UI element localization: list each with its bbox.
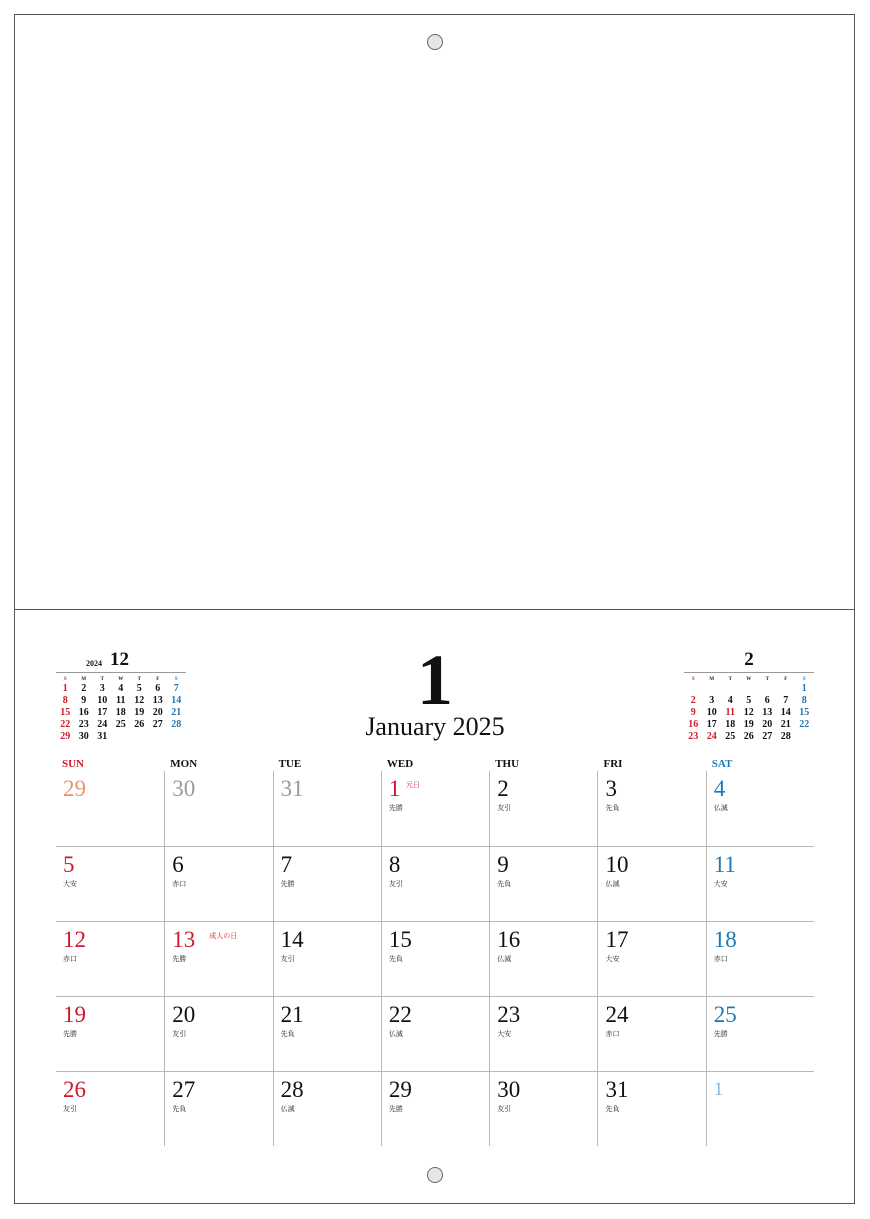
mini-day bbox=[112, 731, 131, 743]
day-cell bbox=[489, 846, 597, 921]
mini-calendar-next bbox=[684, 650, 814, 743]
day-number: 4 bbox=[713, 776, 726, 801]
mini-day: 4 bbox=[118, 683, 124, 694]
rokuyo-label: 仏滅 bbox=[713, 804, 728, 812]
weekday-header-mon: MON bbox=[170, 758, 198, 770]
day-cell bbox=[706, 846, 814, 921]
mini-day: 1 bbox=[62, 683, 68, 694]
day-number: 26 bbox=[63, 1077, 86, 1102]
hanging-hole-bottom bbox=[427, 1167, 443, 1183]
mini-day: 2 bbox=[690, 695, 696, 706]
rokuyo-label: 友引 bbox=[497, 1105, 512, 1113]
day-cell bbox=[706, 996, 814, 1071]
rokuyo-label: 大安 bbox=[497, 1030, 512, 1038]
hanging-hole-top bbox=[427, 34, 443, 50]
mini-weekday-label: F bbox=[156, 677, 160, 682]
rokuyo-label: 先負 bbox=[172, 1105, 187, 1113]
mini-day: 10 bbox=[706, 707, 717, 718]
mini-weekday-label: S bbox=[174, 677, 178, 682]
mini-day: 24 bbox=[706, 731, 717, 742]
mini-day bbox=[777, 683, 796, 695]
mini-calendar-prev-weekdays bbox=[56, 676, 186, 683]
rokuyo-label: 仏滅 bbox=[605, 880, 620, 888]
day-number: 17 bbox=[605, 927, 629, 952]
mini-day: 17 bbox=[97, 707, 108, 718]
day-number: 5 bbox=[63, 852, 75, 877]
day-number: 13 bbox=[172, 927, 196, 952]
mini-day: 6 bbox=[764, 695, 770, 706]
day-cell bbox=[56, 996, 164, 1071]
rokuyo-label: 先勝 bbox=[63, 1030, 77, 1038]
day-cell bbox=[273, 846, 381, 921]
day-cell bbox=[489, 921, 597, 996]
mini-day: 8 bbox=[801, 695, 807, 706]
rokuyo-label: 赤口 bbox=[605, 1030, 620, 1038]
day-number: 31 bbox=[280, 776, 304, 801]
mini-day bbox=[758, 683, 777, 695]
mini-calendar-prev-year: 2024 bbox=[86, 659, 102, 668]
day-number: 1 bbox=[388, 776, 401, 801]
rokuyo-label: 友引 bbox=[280, 955, 295, 963]
month-title: January 2025 bbox=[365, 712, 505, 741]
mini-day: 22 bbox=[60, 719, 71, 730]
day-cell bbox=[164, 996, 272, 1071]
mini-weekday-label: T bbox=[728, 677, 732, 682]
day-number: 7 bbox=[280, 852, 293, 877]
mini-day: 12 bbox=[134, 695, 145, 706]
mini-day: 9 bbox=[81, 695, 87, 706]
mini-day: 24 bbox=[97, 719, 108, 730]
mini-day: 9 bbox=[690, 707, 696, 718]
fold-line bbox=[14, 609, 855, 610]
mini-day: 23 bbox=[78, 719, 89, 730]
day-cell bbox=[706, 1071, 814, 1146]
mini-weekday-label: W bbox=[746, 677, 752, 682]
mini-weekday-label: M bbox=[81, 677, 87, 682]
mini-day: 5 bbox=[746, 695, 752, 706]
rokuyo-label: 先負 bbox=[605, 1105, 620, 1113]
mini-day: 11 bbox=[725, 707, 735, 718]
day-cell bbox=[489, 996, 597, 1071]
day-number: 2 bbox=[497, 776, 509, 801]
mini-day: 25 bbox=[115, 719, 126, 730]
mini-weekday-label: S bbox=[802, 677, 806, 682]
mini-day: 5 bbox=[136, 683, 142, 694]
day-number: 3 bbox=[605, 776, 617, 801]
day-cell bbox=[597, 921, 705, 996]
day-cell bbox=[489, 1071, 597, 1146]
rokuyo-label: 友引 bbox=[63, 1105, 77, 1113]
mini-day bbox=[56, 743, 75, 755]
day-cell bbox=[597, 846, 705, 921]
day-number: 18 bbox=[713, 927, 737, 952]
rokuyo-label: 先負 bbox=[280, 1030, 295, 1038]
mini-day: 10 bbox=[97, 695, 108, 706]
day-cell bbox=[489, 771, 597, 846]
mini-day: 25 bbox=[725, 731, 736, 742]
day-number: 11 bbox=[713, 852, 736, 877]
day-cell bbox=[273, 921, 381, 996]
mini-day: 21 bbox=[171, 707, 182, 718]
holiday-label: 成人の日 bbox=[209, 932, 238, 940]
rokuyo-label: 先勝 bbox=[388, 1105, 403, 1113]
rokuyo-label: 大安 bbox=[63, 880, 77, 888]
mini-day: 23 bbox=[688, 731, 699, 742]
mini-calendar-next-weekdays bbox=[684, 676, 814, 683]
rokuyo-label: 先負 bbox=[388, 955, 403, 963]
rokuyo-label: 大安 bbox=[713, 880, 728, 888]
day-number: 22 bbox=[388, 1002, 412, 1027]
mini-day bbox=[721, 683, 740, 695]
day-cell bbox=[381, 846, 489, 921]
mini-day: 6 bbox=[155, 683, 161, 694]
mini-day: 27 bbox=[152, 719, 163, 730]
mini-day: 30 bbox=[78, 731, 89, 742]
day-number: 14 bbox=[280, 927, 304, 952]
mini-day: 3 bbox=[99, 683, 105, 694]
day-cell bbox=[597, 1071, 705, 1146]
mini-calendar-prev-month: 12 bbox=[110, 649, 129, 670]
rokuyo-label: 大安 bbox=[605, 955, 620, 963]
day-number: 31 bbox=[605, 1077, 629, 1102]
mini-day: 13 bbox=[762, 707, 773, 718]
day-number: 29 bbox=[388, 1077, 412, 1102]
mini-day: 14 bbox=[171, 695, 182, 706]
mini-day: 2 bbox=[81, 683, 87, 694]
day-number: 25 bbox=[713, 1002, 737, 1027]
mini-day bbox=[703, 683, 722, 695]
day-number: 10 bbox=[605, 852, 629, 877]
mini-day: 27 bbox=[762, 731, 773, 742]
rokuyo-label: 友引 bbox=[172, 1030, 187, 1038]
weekday-header-thu: THU bbox=[495, 758, 520, 770]
mini-weekday-label: T bbox=[100, 677, 104, 682]
day-number: 23 bbox=[497, 1002, 521, 1027]
mini-day: 26 bbox=[134, 719, 145, 730]
day-cell bbox=[164, 771, 272, 846]
mini-day: 26 bbox=[743, 731, 754, 742]
rokuyo-label: 赤口 bbox=[63, 955, 77, 963]
mini-day: 16 bbox=[688, 719, 699, 730]
day-cell bbox=[56, 846, 164, 921]
day-cell bbox=[381, 921, 489, 996]
rokuyo-label: 先負 bbox=[497, 880, 512, 888]
day-number: 1 bbox=[713, 1079, 724, 1100]
day-number: 27 bbox=[172, 1077, 196, 1102]
mini-day bbox=[795, 731, 814, 743]
day-number: 29 bbox=[63, 776, 86, 801]
rokuyo-label: 先勝 bbox=[172, 955, 187, 963]
day-cell bbox=[706, 921, 814, 996]
mini-weekday-label: F bbox=[784, 677, 788, 682]
day-number: 9 bbox=[497, 852, 509, 877]
mini-day: 8 bbox=[62, 695, 68, 706]
mini-calendar-prev bbox=[56, 650, 186, 755]
mini-calendar-next-days bbox=[684, 683, 814, 743]
rokuyo-label: 先勝 bbox=[388, 804, 403, 812]
mini-day: 22 bbox=[799, 719, 810, 730]
day-cell bbox=[273, 996, 381, 1071]
day-cell bbox=[164, 1071, 272, 1146]
mini-weekday-label: W bbox=[118, 677, 124, 682]
day-cell bbox=[56, 771, 164, 846]
holiday-label: 元日 bbox=[405, 781, 420, 789]
day-cell bbox=[597, 996, 705, 1071]
mini-weekday-label: T bbox=[137, 677, 141, 682]
mini-day: 7 bbox=[173, 683, 179, 694]
mini-day: 11 bbox=[116, 695, 126, 706]
mini-day: 29 bbox=[60, 731, 71, 742]
rokuyo-label: 先勝 bbox=[713, 1030, 728, 1038]
day-cell bbox=[164, 846, 272, 921]
day-cell bbox=[381, 771, 489, 846]
mini-day: 21 bbox=[780, 719, 791, 730]
mini-day: 13 bbox=[152, 695, 163, 706]
mini-day: 19 bbox=[134, 707, 145, 718]
day-number: 6 bbox=[172, 852, 184, 877]
day-cell bbox=[164, 921, 272, 996]
mini-day: 12 bbox=[743, 707, 754, 718]
day-number: 30 bbox=[172, 776, 196, 801]
rokuyo-label: 赤口 bbox=[713, 955, 728, 963]
rokuyo-label: 仏滅 bbox=[497, 955, 512, 963]
day-number: 24 bbox=[605, 1002, 629, 1027]
day-cell bbox=[56, 1071, 164, 1146]
mini-weekday-label: S bbox=[63, 677, 67, 682]
mini-day: 28 bbox=[780, 731, 791, 742]
day-number: 12 bbox=[63, 927, 86, 952]
mini-day bbox=[167, 731, 186, 743]
day-cell bbox=[597, 771, 705, 846]
mini-weekday-label: T bbox=[765, 677, 769, 682]
mini-day: 19 bbox=[743, 719, 754, 730]
mini-day: 15 bbox=[60, 707, 71, 718]
day-cell bbox=[381, 996, 489, 1071]
mini-day: 18 bbox=[725, 719, 736, 730]
day-number: 16 bbox=[497, 927, 521, 952]
weekday-header-wed: WED bbox=[386, 758, 414, 770]
rokuyo-label: 仏滅 bbox=[388, 1030, 403, 1038]
mini-day: 20 bbox=[152, 707, 163, 718]
mini-day: 3 bbox=[709, 695, 715, 706]
weekday-header-tue: TUE bbox=[278, 758, 302, 770]
day-cell bbox=[56, 921, 164, 996]
mini-day: 16 bbox=[78, 707, 89, 718]
rokuyo-label: 赤口 bbox=[172, 880, 187, 888]
mini-weekday-label: M bbox=[709, 677, 715, 682]
day-cell bbox=[381, 1071, 489, 1146]
mini-day bbox=[149, 731, 168, 743]
weekday-header-sun: SUN bbox=[62, 758, 85, 770]
rokuyo-label: 友引 bbox=[497, 804, 512, 812]
mini-day: 15 bbox=[799, 707, 810, 718]
mini-day: 17 bbox=[706, 719, 717, 730]
mini-weekday-label: S bbox=[691, 677, 695, 682]
day-cell bbox=[273, 771, 381, 846]
mini-day: 7 bbox=[783, 695, 789, 706]
rokuyo-label: 先勝 bbox=[280, 880, 295, 888]
mini-day: 18 bbox=[115, 707, 126, 718]
month-grid bbox=[56, 771, 814, 1146]
rokuyo-label: 先負 bbox=[605, 804, 620, 812]
mini-calendar-prev-header bbox=[56, 650, 186, 673]
day-number: 28 bbox=[280, 1077, 304, 1102]
day-number: 20 bbox=[172, 1002, 196, 1027]
mini-day bbox=[740, 683, 759, 695]
day-number: 15 bbox=[388, 927, 412, 952]
mini-calendar-prev-days bbox=[56, 683, 186, 755]
day-number: 21 bbox=[280, 1002, 304, 1027]
day-number: 19 bbox=[63, 1002, 86, 1027]
mini-calendar-next-month: 2 bbox=[744, 649, 754, 670]
rokuyo-label: 仏滅 bbox=[280, 1105, 295, 1113]
day-number: 30 bbox=[497, 1077, 521, 1102]
weekday-header-row bbox=[56, 757, 814, 771]
mini-day: 31 bbox=[97, 731, 108, 742]
mini-calendar-next-header bbox=[684, 650, 814, 673]
weekday-header-fri: FRI bbox=[603, 758, 623, 770]
mini-day: 20 bbox=[762, 719, 773, 730]
day-cell bbox=[273, 1071, 381, 1146]
mini-day bbox=[130, 731, 149, 743]
weekday-header-sat: SAT bbox=[711, 758, 733, 770]
day-number: 8 bbox=[388, 852, 401, 877]
mini-day: 4 bbox=[727, 695, 733, 706]
day-cell bbox=[706, 771, 814, 846]
mini-day: 1 bbox=[801, 683, 807, 694]
rokuyo-label: 友引 bbox=[388, 880, 403, 888]
mini-day: 28 bbox=[171, 719, 182, 730]
month-number: 1 bbox=[417, 640, 453, 720]
mini-day: 14 bbox=[780, 707, 791, 718]
mini-day bbox=[684, 683, 703, 695]
